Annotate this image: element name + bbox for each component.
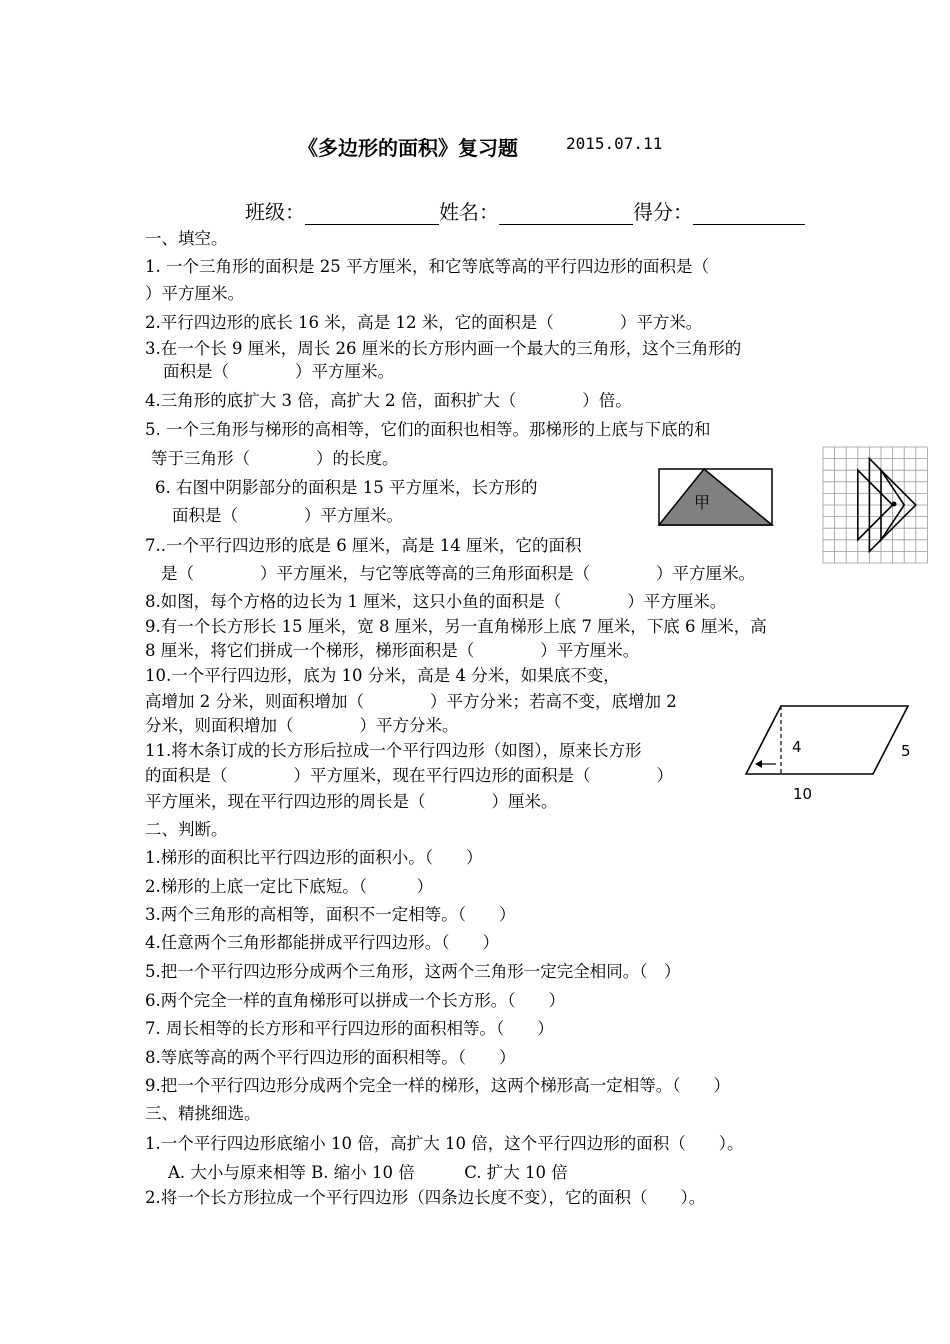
judge-line: 6.两个完全一样的直角梯形可以拼成一个长方形。（ ） (145, 991, 565, 1010)
section-heading-choice: 三、精挑细选。 (145, 1104, 261, 1123)
rect-label: 甲 (694, 493, 711, 512)
worksheet-title: 《多边形的面积》复习题 (298, 136, 518, 160)
class-blank[interactable] (305, 204, 439, 225)
class-label: 班级： (245, 200, 305, 224)
fish-eye (892, 502, 897, 507)
section-heading-fill: 一、填空。 (145, 229, 228, 248)
question-line: 的面积是（ ）平方厘米，现在平行四边形的面积是（ ） (145, 766, 673, 785)
name-blank[interactable] (499, 204, 633, 225)
base-label: 10 (793, 785, 813, 803)
question-line: 9.有一个长方形长 15 厘米，宽 8 厘米，另一直角梯形上底 7 厘米，下底 6 厘米，高 (145, 617, 767, 636)
worksheet-date: 2015.07.11 (566, 134, 663, 153)
judge-line: 7. 周长相等的长方形和平行四边形的面积相等。（ ） (145, 1019, 554, 1038)
question-line: 4.三角形的底扩大 3 倍，高扩大 2 倍，面积扩大（ ）倍。 (145, 391, 632, 410)
question-line: 11.将木条订成的长方形后拉成一个平行四边形（如图），原来长方形 (145, 741, 642, 760)
question-line: 平方厘米，现在平行四边形的周长是（ ）厘米。 (145, 792, 558, 811)
question-line: 10.一个平行四边形，底为 10 分米，高是 4 分米，如果底不变， (145, 666, 620, 685)
choice-line: 2.将一个长方形拉成一个平行四边形（四条边长度不变），它的面积（ ）。 (145, 1188, 706, 1207)
question-line: 6. 右图中阴影部分的面积是 15 平方厘米，长方形的 (155, 478, 538, 497)
section-heading-judge: 二、判断。 (145, 820, 228, 839)
judge-line: 5.把一个平行四边形分成两个三角形，这两个三角形一定完全相同。（ ） (145, 962, 681, 981)
question-line: 5. 一个三角形与梯形的高相等，它们的面积也相等。那梯形的上底与下底的和 (145, 420, 711, 439)
question-line: 面积是（ ）平方厘米。 (163, 362, 394, 381)
question-line: 高增加 2 分米，则面积增加（ ）平方分米；若高不变，底增加 2 (145, 692, 677, 711)
question-line: 8 厘米，将它们拼成一个梯形，梯形面积是（ ）平方厘米。 (145, 641, 640, 660)
judge-line: 1.梯形的面积比平行四边形的面积小。（ ） (145, 848, 483, 867)
rectangle-triangle-figure (658, 468, 774, 528)
question-line: 等于三角形（ ）的长度。 (151, 449, 399, 468)
side-label: 5 (901, 742, 911, 760)
choice-options: A. 大小与原来相等 B. 缩小 10 倍 C. 扩大 10 倍 (168, 1163, 568, 1182)
choice-line: 1.一个平行四边形底缩小 10 倍，高扩大 10 倍，这个平行四边形的面积（ ）。 (145, 1134, 744, 1153)
fish-grid-figure (822, 446, 930, 566)
question-line: 8.如图，每个方格的边长为 1 厘米，这只小鱼的面积是（ ）平方厘米。 (145, 592, 727, 611)
judge-line: 2.梯形的上底一定比下底短。（ ） (145, 877, 433, 896)
question-line: ）平方厘米。 (145, 284, 244, 303)
question-line: 面积是（ ）平方厘米。 (172, 506, 403, 525)
score-label: 得分： (633, 200, 693, 224)
name-label: 姓名： (439, 200, 499, 224)
question-line: 2.平行四边形的底长 16 米，高是 12 米，它的面积是（ ）平方米。 (145, 313, 703, 332)
question-line: 是（ ）平方厘米，与它等底等高的三角形面积是（ ）平方厘米。 (161, 564, 755, 583)
question-line: 7..一个平行四边形的底是 6 厘米，高是 14 厘米，它的面积 (145, 536, 582, 555)
height-label: 4 (792, 738, 802, 756)
question-line: 1. 一个三角形的面积是 25 平方厘米，和它等底等高的平行四边形的面积是（ (145, 257, 709, 276)
judge-line: 3.两个三角形的高相等，面积不一定相等。（ ） (145, 905, 516, 924)
student-info-bar (245, 196, 805, 225)
score-blank[interactable] (693, 204, 805, 225)
question-line: 3.在一个长 9 厘米，周长 26 厘米的长方形内画一个最大的三角形，这个三角形的 (145, 339, 742, 358)
question-line: 分米，则面积增加（ ）平方分米。 (145, 716, 459, 735)
judge-line: 9.把一个平行四边形分成两个完全一样的梯形，这两个梯形高一定相等。（ ） (145, 1076, 730, 1095)
judge-line: 8.等底等高的两个平行四边形的面积相等。（ ） (145, 1048, 516, 1067)
judge-line: 4.任意两个三角形都能拼成平行四边形。（ ） (145, 933, 499, 952)
parallelogram-figure (740, 700, 920, 805)
